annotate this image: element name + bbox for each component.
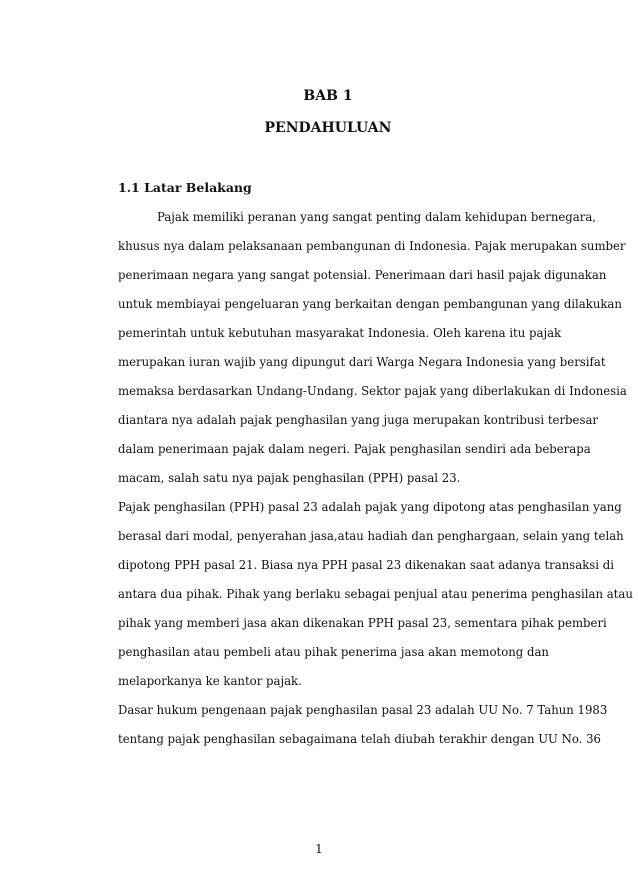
chapter-title: PENDAHULUAN	[264, 120, 392, 136]
paragraph-line: Dasar hukum pengenaan pajak penghasilan pasal 23 adalah UU No. 7 Tahun 1983	[118, 703, 608, 717]
paragraph-line: penghasilan atau pembeli atau pihak penerima jasa akan memotong dan	[118, 645, 549, 659]
paragraph-line: Pajak penghasilan (PPH) pasal 23 adalah pajak yang dipotong atas penghasilan yang	[118, 500, 622, 514]
section-heading: 1.1 Latar Belakang	[118, 180, 252, 195]
paragraph-line: diantara nya adalah pajak penghasilan yang juga merupakan kontribusi terbesar	[118, 413, 598, 427]
paragraph-line: memaksa berdasarkan Undang-Undang. Sektor pajak yang diberlakukan di Indonesia	[118, 384, 627, 398]
paragraph-line: dipotong PPH pasal 21. Biasa nya PPH pasal 23 dikenakan saat adanya transaksi di	[118, 558, 614, 572]
paragraph-line: melaporkanya ke kantor pajak.	[118, 674, 302, 688]
paragraph-line: tentang pajak penghasilan sebagaimana telah diubah terakhir dengan UU No. 36	[118, 732, 601, 746]
paragraph-line: pihak yang memberi jasa akan dikenakan PPH pasal 23, sementara pihak pemberi	[118, 616, 607, 630]
paragraph-line: antara dua pihak. Pihak yang berlaku sebagai penjual atau penerima penghasilan atau	[118, 587, 633, 601]
paragraph-line: macam, salah satu nya pajak penghasilan (PPH) pasal 23.	[118, 471, 461, 485]
paragraph-line: Pajak memiliki peranan yang sangat penting dalam kehidupan bernegara,	[157, 210, 597, 224]
paragraph-line: untuk membiayai pengeluaran yang berkaitan dengan pembangunan yang dilakukan	[118, 297, 622, 311]
paragraph-line: dalam penerimaan pajak dalam negeri. Pajak penghasilan sendiri ada beberapa	[118, 442, 591, 456]
paragraph-line: merupakan iuran wajib yang dipungut dari Warga Negara Indonesia yang bersifat	[118, 355, 606, 369]
paragraph-line: berasal dari modal, penyerahan jasa,atau hadiah dan penghargaan, selain yang telah	[118, 529, 624, 543]
paragraph-line: pemerintah untuk kebutuhan masyarakat Indonesia. Oleh karena itu pajak	[118, 326, 562, 340]
paragraph-line: penerimaan negara yang sangat potensial. Penerimaan dari hasil pajak digunakan	[118, 268, 607, 282]
page-number: 1	[315, 842, 323, 856]
chapter-number: BAB 1	[303, 88, 353, 104]
paragraph-line: khusus nya dalam pelaksanaan pembangunan di Indonesia. Pajak merupakan sumber	[118, 239, 626, 253]
